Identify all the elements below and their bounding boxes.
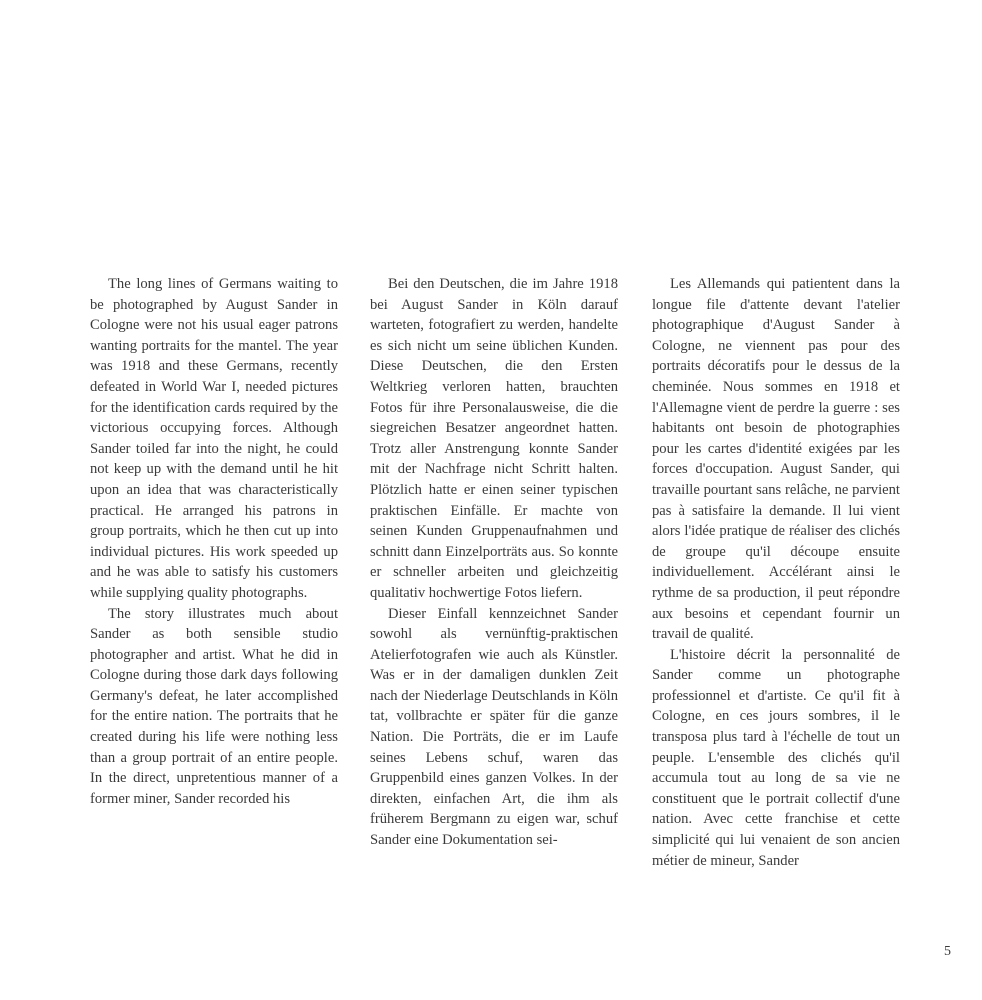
german-paragraph-2: Dieser Einfall kennzeichnet Sander sowohl als vernünftig-praktischen Atelierfotografen wie auch als Künstler. Was er in der damaligen dunklen Zeit nach der Niederlage Deutschlands in Köln tat, vollbrachte er später für die ganze Nation. Die Porträts, die er im Laufe seines Lebens schuf, waren das Gruppenbild eines ganzen Volkes. In der direkten, einfachen Art, die ihm als früherem Bergmann zu eigen war, schuf Sander eine Dokumentation sei- — [370, 605, 618, 849]
english-paragraph-1: The long lines of Germans waiting to be photographed by August Sander in Cologne were not his usual eager patrons wanting portraits for the mantel. The year was 1918 and these Germans, recently defeated in World War I, needed pictures for the identification cards required by the victorious occupying forces. Although Sander toiled far into the night, he could not keep up with the demand until he hit upon an idea that was characteristically practical. He arranged his patrons in group portraits, which he then cut up into individual pictures. His work speeded up and he was able to satisfy his customers while supplying quality photographs. — [90, 276, 338, 601]
english-text-column — [90, 274, 338, 809]
french-text-column — [652, 274, 900, 871]
page-number: 5 — [944, 944, 951, 959]
french-paragraph-2: L'histoire décrit la personnalité de Sander comme un photographe professionnel et d'artiste. Ce qu'il fit à Cologne, en ces jours sombres, il le transposa plus tard à l'échelle de tout un peuple. L'ensemble des clichés qu'il accumula tout au long de sa vie ne constituent que le portrait collectif d'une nation. Avec cette franchise et cette simplicité qui lui venaient de son ancien métier de mineur, Sander — [652, 646, 900, 869]
english-paragraph-2: The story illustrates much about Sander as both sensible studio photographer and artist. What he did in Cologne during those dark days following Germany's defeat, he later accomplished for the entire nation. The portraits that he created during his life were nothing less than a group portrait of an entire people. In the direct, unpretentious manner of a former miner, Sander recorded his — [90, 605, 338, 807]
german-paragraph-1: Bei den Deutschen, die im Jahre 1918 bei August Sander in Köln darauf warteten, fotografiert zu werden, handelte es sich nicht um seine üblichen Kunden. Diese Deutschen, die den Ersten Weltkrieg verloren hatten, brauchten Fotos für ihre Personalausweise, die die siegreichen Besatzer angeordnet hatten. Trotz aller Anstrengung konnte Sander mit der Nachfrage nicht Schritt halten. Plötzlich hatte er einen seiner typischen praktischen Einfälle. Er machte von seinen Kunden Gruppenaufnahmen und schnitt dann Einzelporträts aus. So konnte er schneller arbeiten und gleichzeitig qualitativ hochwertige Fotos liefern. — [370, 276, 618, 601]
french-paragraph-1: Les Allemands qui patientent dans la longue file d'attente devant l'atelier photographique d'August Sander à Cologne, ne viennent pas pour des portraits décoratifs pour le dessus de la cheminée. Nous sommes en 1918 et l'Allemagne vient de perdre la guerre : ses habitants ont besoin de photographies pour les cartes d'identité exigées par les forces d'occupation. August Sander, qui travaille pourtant sans relâche, ne parvient pas à satisfaire la demande. Il lui vient alors l'idée pratique de réaliser des clichés de groupe qu'il découpe ensuite individuellement. Accélérant ainsi le rythme de sa production, il peut répondre aux besoins et cependant fournir un travail de qualité. — [652, 276, 900, 643]
german-text-column — [370, 274, 618, 851]
